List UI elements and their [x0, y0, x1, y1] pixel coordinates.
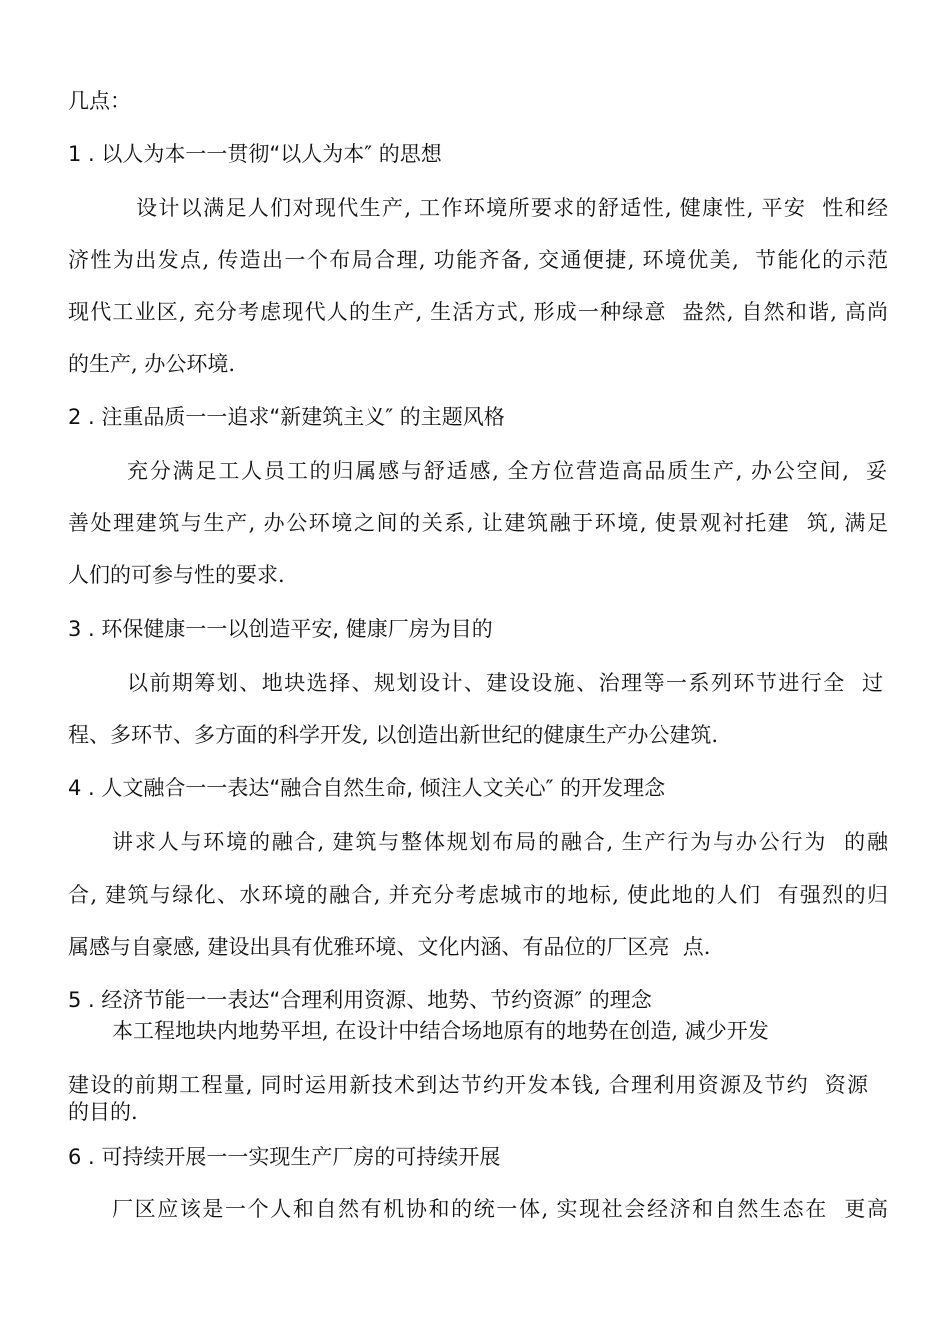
section-1-line-4: 的生产, 办公环境.: [68, 352, 236, 376]
section-2-line-2: 善处理建筑与生产, 办公环境之间的关系, 让建筑融于环境, 使景观衬托建 筑, 满足: [68, 511, 888, 535]
section-2-heading: 2 . 注重品质一一追求“新建筑主义″ 的主题风格: [68, 405, 505, 429]
section-5-heading: 5 . 经济节能一一表达“合理利用资源、地势、节约资源″ 的理念: [68, 988, 652, 1012]
section-5-line-1: 本工程地块内地势平坦, 在设计中结合场地原有的地势在创造, 减少开发: [112, 1019, 769, 1043]
section-2-line-1: 充分满足工人员工的归属感与舒适感, 全方位营造高品质生产, 办公空间, 妥: [127, 459, 887, 483]
section-5-line-3: 的目的.: [68, 1100, 138, 1124]
section-5-line-2: 建设的前期工程量, 同时运用新技术到达节约开发本钱, 合理利用资源及节约 资源: [68, 1073, 868, 1097]
intro-text: 几点：: [68, 89, 131, 113]
section-1-line-1: 设计以满足人们对现代生产, 工作环境所要求的舒适性, 健康性, 平安 性和经: [136, 196, 888, 220]
section-4-line-3: 属感与自豪感, 建设出具有优雅环境、文化内涵、有品位的厂区亮 点.: [68, 935, 711, 959]
section-6-line-1: 厂区应该是一个人和自然有机协和的统一体, 实现社会经济和自然生态在 更高: [112, 1197, 888, 1221]
section-2-line-3: 人们的可参与性的要求.: [68, 563, 285, 587]
section-3-line-2: 程、多环节、多方面的科学开发, 以创造出新世纪的健康生产办公建筑.: [68, 723, 719, 747]
section-3-heading: 3 . 环保健康一一以创造平安, 健康厂房为目的: [68, 617, 493, 641]
section-4-heading: 4 . 人文融合一一表达“融合自然生命, 倾注人文关心″ 的开发理念: [68, 776, 666, 800]
section-4-line-2: 合, 建筑与绿化、水环境的融合, 并充分考虑城市的地标, 使此地的人们 有强烈的归: [68, 883, 888, 907]
section-1-line-3: 现代工业区, 充分考虑现代人的生产, 生活方式, 形成一种绿意 盎然, 自然和谐, 高尚: [68, 300, 888, 324]
section-4-line-1: 讲求人与环境的融合, 建筑与整体规划布局的融合, 生产行为与办公行为 的融: [112, 830, 888, 854]
section-1-line-2: 济性为出发点, 传造出一个布局合理, 功能齐备, 交通便捷, 环境优美, 节能化的示范: [68, 248, 888, 272]
section-1-heading: 1 . 以人为本一一贯彻“以人为本″ 的思想: [68, 142, 442, 166]
section-6-heading: 6 . 可持续开展一一实现生产厂房的可持续开展: [68, 1145, 501, 1169]
section-3-line-1: 以前期筹划、地块选择、规划设计、建设设施、治理等一系列环节进行全 过: [127, 671, 883, 695]
